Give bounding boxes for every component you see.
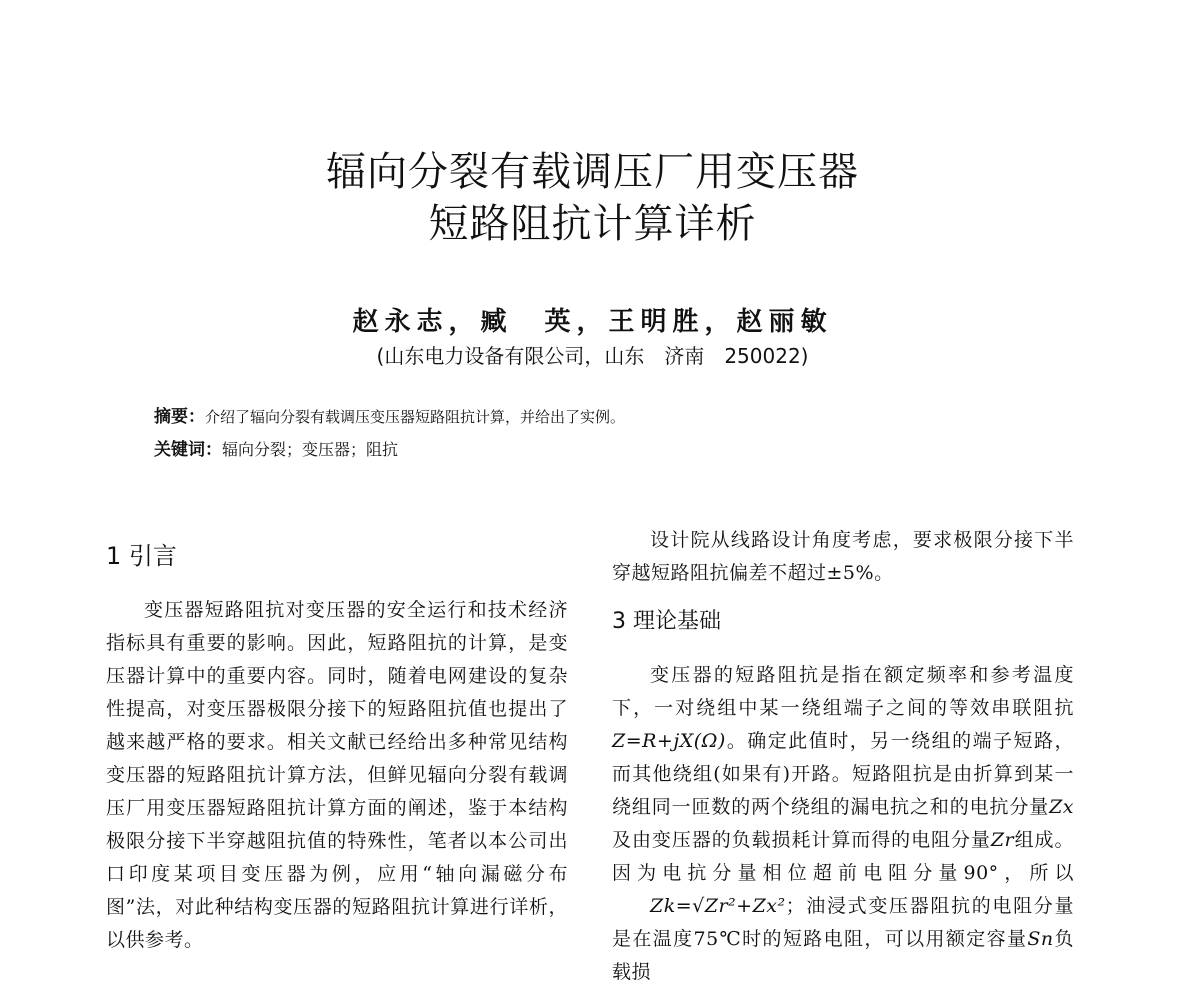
section-heading-theory: 3 理论基础 — [612, 609, 721, 634]
paper-title-line1: 辐向分裂有载调压厂用变压器 — [326, 149, 859, 195]
reactance-symbol: Zx — [1049, 796, 1074, 818]
design-requirement-paragraph: 设计院从线路设计角度考虑，要求极限分接下半穿越短路阻抗偏差不超过±5%。 — [612, 529, 1074, 584]
abstract-text: 介绍了辐向分裂有载调压变压器短路阻抗计算，并给出了实例。 — [205, 408, 626, 426]
author-affiliation: (山东电力设备有限公司，山东 济南 250022) — [376, 344, 809, 368]
keywords-text: 辐向分裂；变压器；阻抗 — [222, 440, 399, 459]
section-heading-introduction: 1 引言 — [106, 542, 177, 570]
theory-text-5: ；油浸式变压器阻抗的电阻分量是在温度75℃时的短路电阻，可以用额定容量 — [612, 895, 1074, 950]
introduction-paragraph: 变压器短路阻抗对变压器的安全运行和技术经济指标具有重要的影响。因此，短路阻抗的计算，是变压器计算中的重要内容。同时，随着电网建设的复杂性提高，对变压器极限分接下的短路阻抗值也提出了越来越严格的要求。相关文献已经给出多种常见结构变压器的短路阻抗计算方法，但鲜见辐向分裂有载调压厂用变压器短路阻抗计算方面的阐述，鉴于本结构极限分接下半穿越阻抗值的特殊性，笔者以本公司出口印度某项目变压器为例，应用“轴向漏磁分布图”法，对此种结构变压器的短路阻抗计算进行详析，以供参考。 — [106, 599, 568, 951]
paper-title-line2: 短路阻抗计算详析 — [428, 201, 757, 247]
abstract-label: 摘要： — [154, 407, 205, 427]
zk-formula: Zk=√Zr²+Zx² — [650, 895, 786, 917]
theory-text-1: 变压器的短路阻抗是指在额定频率和参考温度下，一对绕组中某一绕组端子之间的等效串联阻抗 — [612, 664, 1074, 719]
keywords-label: 关键词： — [154, 440, 222, 460]
author-list: 赵永志，臧 英，王明胜，赵丽敏 — [352, 307, 833, 337]
theory-text-6: 负载损 — [612, 928, 1074, 983]
abstract — [154, 409, 625, 426]
theory-paragraph — [612, 659, 1074, 989]
rated-capacity-symbol: Sn — [1027, 928, 1054, 950]
theory-text-3: 及由变压器的负载损耗计算而得的电阻分量 — [612, 829, 991, 851]
theory-text-2: 。确定此值时，另一绕组的端子短路，而其他绕组(如果有)开路。短路阻抗是由折算到某一绕组同一匝数的两个绕组的漏电抗之和的电抗分量 — [612, 730, 1074, 818]
keywords — [154, 442, 398, 459]
impedance-formula: Z=R+jX(Ω) — [612, 730, 726, 752]
theory-text-4: 组成。因为电抗分量相位超前电阻分量90°，所以 — [612, 829, 1074, 884]
resistance-symbol: Zr — [990, 829, 1015, 851]
